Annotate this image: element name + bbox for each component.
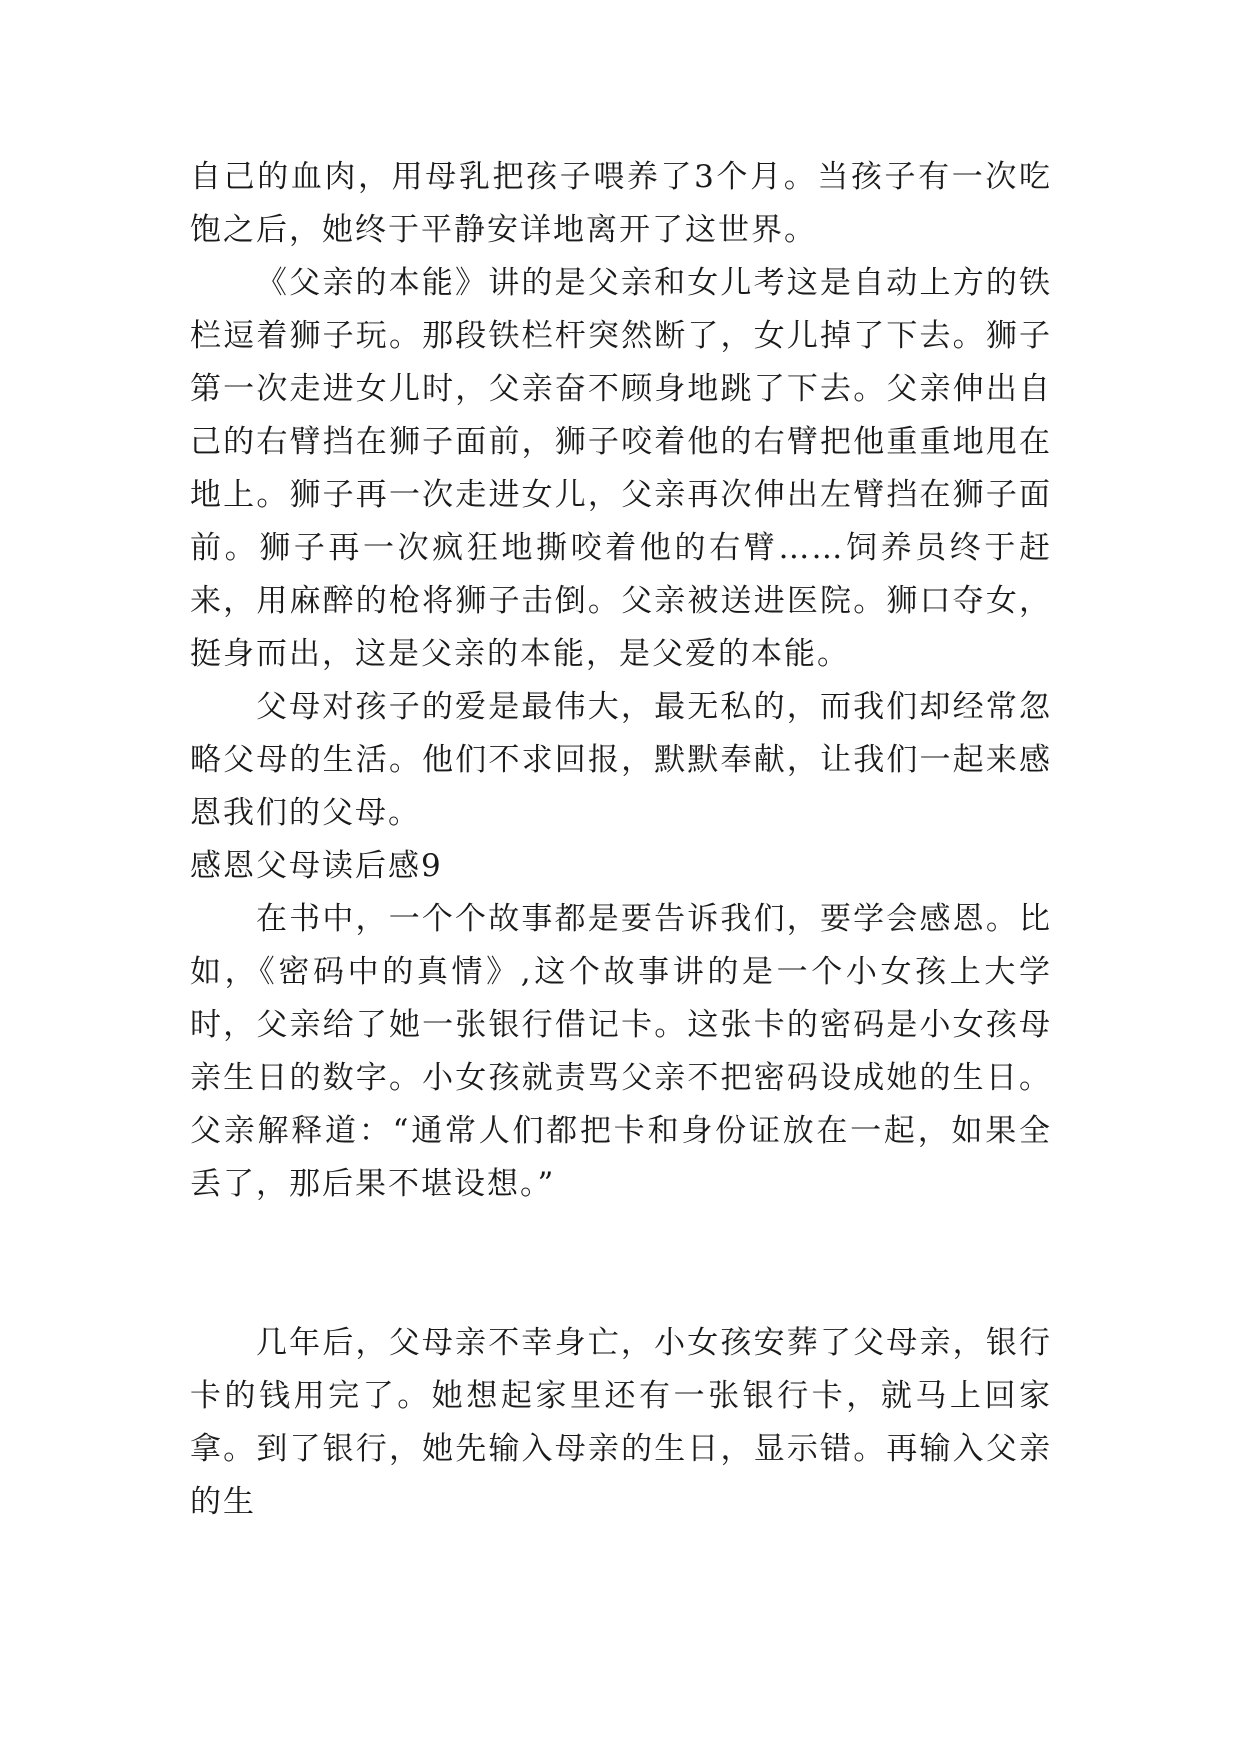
document-body (190, 151, 1052, 1529)
paragraph-years-later: 几年后，父母亲不幸身亡，小女孩安葬了父母亲，银行卡的钱用完了。她想起家里还有一张银行卡，就马上回家拿。到了银行，她先输入母亲的生日，显示错。再输入父亲的生 (190, 1325, 1052, 1520)
paragraph-password-story: 在书中，一个个故事都是要告诉我们，要学会感恩。比如，《密码中的真情》,这个故事讲的是一个小女孩上大学时，父亲给了她一张银行借记卡。这张卡的密码是小女孩母亲生日的数字。小女孩就责骂父亲不把密码设成她的生日。父亲解释道：“通常人们都把卡和身份证放在一起，如果全丢了，那后果不堪设想。” (190, 901, 1052, 1202)
paragraph-continuation: 自己的血肉，用母乳把孩子喂养了3个月。当孩子有一次吃饱之后，她终于平静安详地离开了这世界。 (190, 159, 1052, 248)
section-title: 感恩父母读后感9 (190, 848, 443, 884)
paragraph-gap (190, 1211, 1052, 1317)
paragraph-parents-love: 父母对孩子的爱是最伟大，最无私的，而我们却经常忽略父母的生活。他们不求回报，默默奉献，让我们一起来感恩我们的父母。 (190, 689, 1052, 831)
paragraph-father-instinct: 《父亲的本能》讲的是父亲和女儿考这是自动上方的铁栏逗着狮子玩。那段铁栏杆突然断了，女儿掉了下去。狮子第一次走进女儿时，父亲奋不顾身地跳了下去。父亲伸出自己的右臂挡在狮子面前，狮子咬着他的右臂把他重重地甩在地上。狮子再一次走进女儿，父亲再次伸出左臂挡在狮子面前。狮子再一次疯狂地撕咬着他的右臂……饲养员终于赶来，用麻醉的枪将狮子击倒。父亲被送进医院。狮口夺女，挺身而出，这是父亲的本能，是父爱的本能。 (190, 265, 1052, 672)
